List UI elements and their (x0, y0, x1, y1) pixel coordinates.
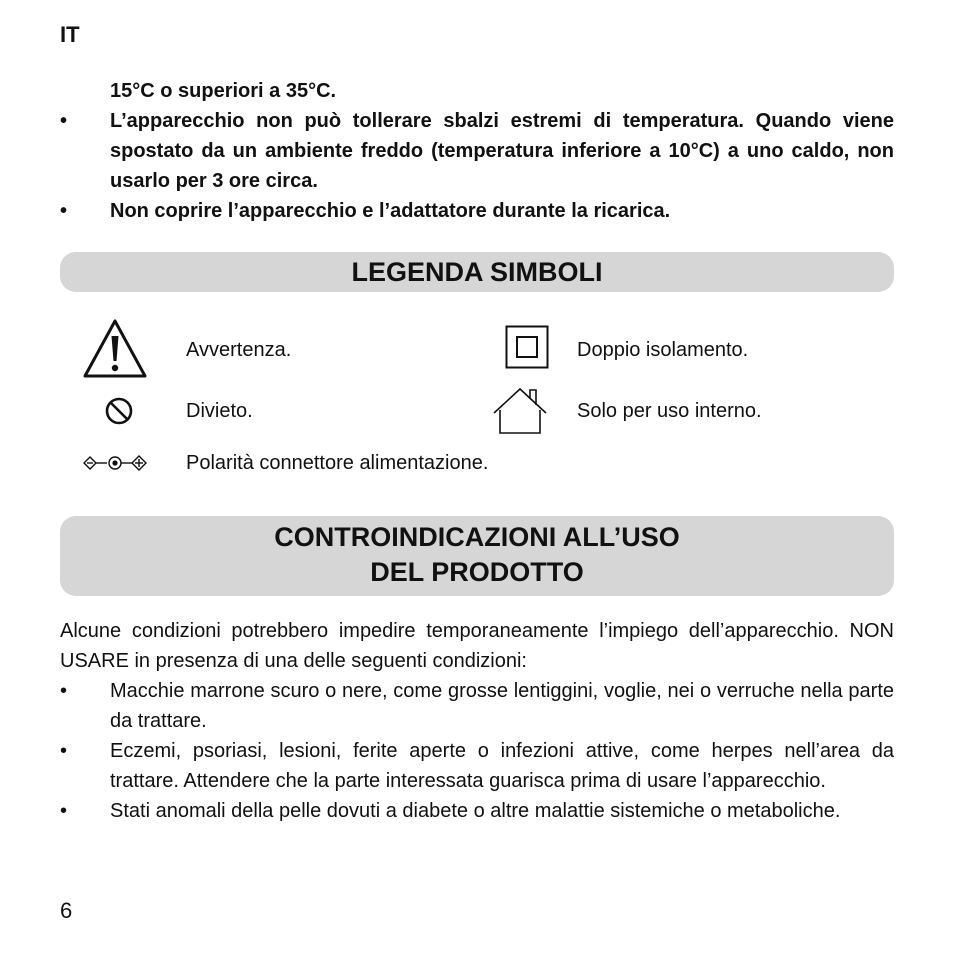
contraindications-body (60, 616, 894, 826)
double-square-icon (505, 325, 549, 369)
list-item-text: Eczemi, psoriasi, lesioni, ferite aperte o infezioni attive, come herpes nell’area da trattare. Attendere che la parte interessata guarisca prima di usare l’apparecchio. (110, 740, 894, 792)
legend-polarity-label: Polarità connettore alimentazione. (186, 452, 489, 474)
list-item-text: Non coprire l’apparecchio e l’adattatore durante la ricarica. (110, 200, 671, 222)
house-icon (492, 386, 548, 436)
contraindications-section-title (60, 516, 894, 596)
legend-prohibition-label: Divieto. (186, 400, 253, 422)
contraindications-intro: Alcune condizioni potrebbero impedire temporaneamente l’impiego dell’apparecchio. NON USARE in presenza di una delle seguenti condizioni: (60, 620, 894, 672)
temperature-warnings (60, 76, 894, 226)
list-item-text: Macchie marrone scuro o nere, come grosse lentiggini, voglie, nei o verruche nella parte da trattare. (110, 680, 894, 732)
list-item-text: L’apparecchio non può tollerare sbalzi estremi di temperatura. Quando viene spostato da un ambiente freddo (temperatura inferiore a 10°C) a uno caldo, non usarlo per 3 ore circa. (110, 110, 894, 192)
legend-warning-label: Avvertenza. (186, 339, 292, 361)
list-item (60, 736, 894, 796)
list-item (60, 106, 894, 196)
legend-section-title (60, 252, 894, 292)
bullet-dot: • (60, 680, 68, 702)
prohibition-icon (104, 396, 134, 426)
list-item-text: Stati anomali della pelle dovuti a diabete o altre malattie sistemiche o metaboliche. (110, 800, 841, 822)
polarity-icon (82, 453, 148, 473)
legend-double-insulation-label: Doppio isolamento. (577, 339, 749, 361)
contraindications-title-line1: CONTROINDICAZIONI ALL’USO (274, 522, 680, 552)
list-item (60, 796, 894, 826)
bullet-dot: • (60, 110, 68, 132)
language-code: IT (60, 22, 80, 47)
legend-indoor-label: Solo per uso interno. (577, 400, 762, 422)
bullet-dot: • (60, 200, 68, 222)
bullet-dot: • (60, 800, 68, 822)
list-item (60, 196, 894, 226)
page-number: 6 (60, 898, 73, 923)
legend-title-text: LEGENDA SIMBOLI (351, 257, 603, 287)
bullet-dot: • (60, 740, 68, 762)
contraindications-title-line2: DEL PRODOTTO (370, 557, 584, 587)
continued-text: 15°C o superiori a 35°C. (110, 80, 337, 102)
list-item (60, 676, 894, 736)
warning-triangle-icon (82, 318, 148, 380)
